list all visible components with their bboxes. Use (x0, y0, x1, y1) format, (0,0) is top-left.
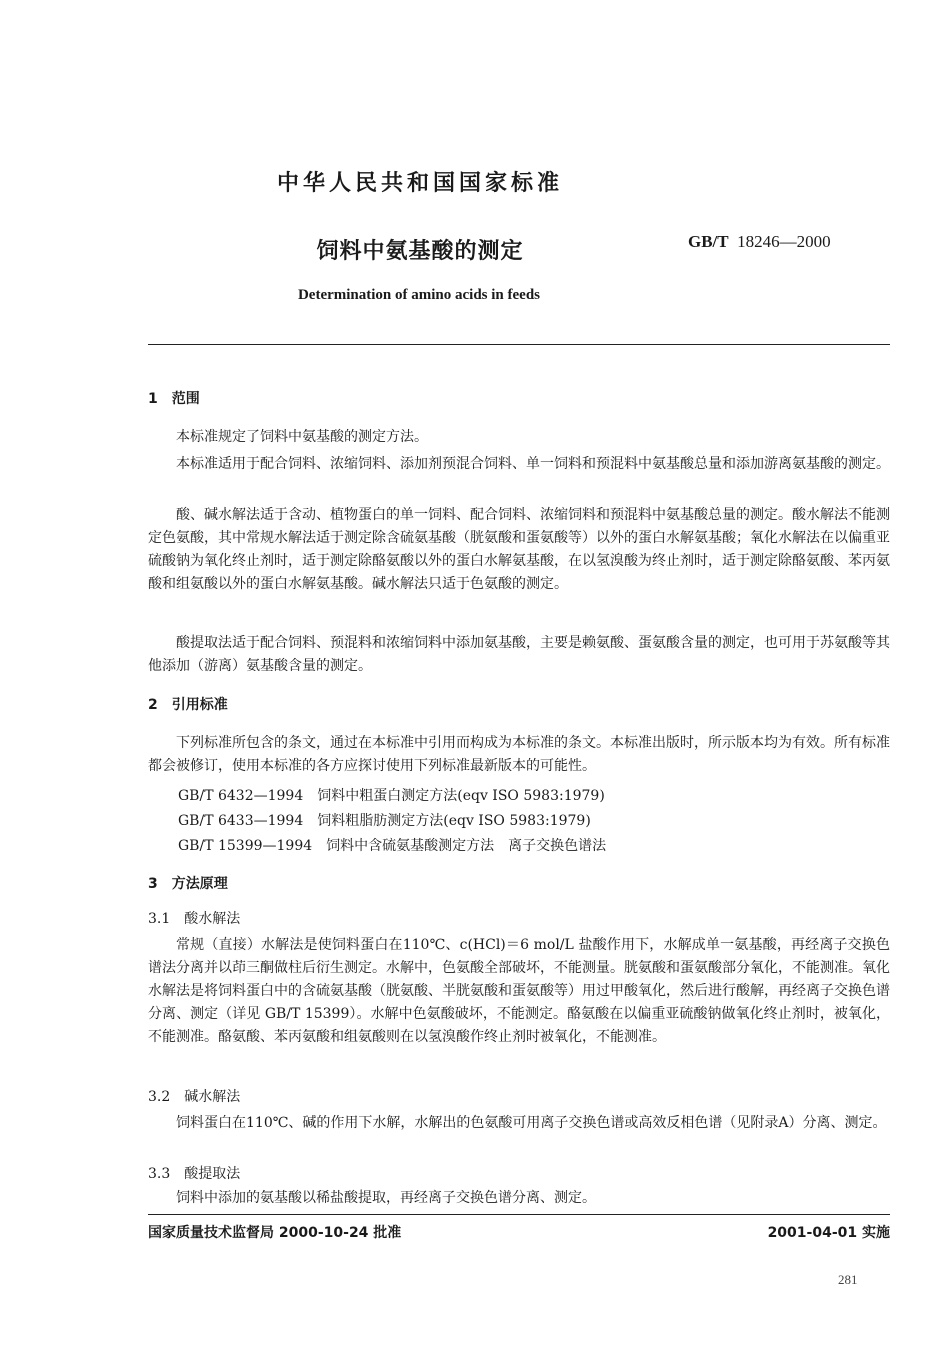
page-number: 281 (838, 1272, 858, 1287)
reference-item: GB/T 6432—1994 饲料中粗蛋白测定方法(eqv ISO 5983:1979) (178, 788, 605, 804)
section-1-paragraph: 酸、碱水解法适于含动、植物蛋白的单一饲料、配合饲料、浓缩饲料和预混料中氨基酸总量的测定。酸水解法不能测定色氨酸，其中常规水解法适于测定除含硫氨基酸（胱氨酸和蛋氨酸等）以外的蛋白水解氨基酸；氧化水解法在以偏重亚硫酸钠为氧化终止剂时，适于测定除酪氨酸以外的蛋白水解氨基酸，在以氢溴酸为终止剂时，适于测定除酪氨酸、苯丙氨酸和组氨酸以外的蛋白水解氨基酸。碱水解法只适于色氨酸的测定。 (148, 507, 890, 592)
section-1-paragraph: 酸提取法适于配合饲料、预混料和浓缩饲料中添加氨基酸，主要是赖氨酸、蛋氨酸含量的测定，也可用于苏氨酸等其他添加（游离）氨基酸含量的测定。 (148, 635, 890, 674)
subsection-3-1-paragraph: 常规（直接）水解法是使饲料蛋白在110℃、c(HCl)＝6 mol/L 盐酸作用下，水解成单一氨基酸，再经离子交换色谱法分离并以茚三酮做柱后衍生测定。水解中，色氨酸全部破坏，不能测量。胱氨酸和蛋氨酸部分氧化，不能测准。氧化水解法是将饲料蛋白中的含硫氨基酸（胱氨酸、半胱氨酸和蛋氨酸等）用过甲酸氧化，然后进行酸解，再经离子交换色谱分离、测定（详见 GB/T 15399）。水解中色氨酸破坏，不能测定。酪氨酸在以偏重亚硫酸钠做氧化终止剂时，被氧化，不能测准。酪氨酸、苯丙氨酸和组氨酸则在以氢溴酸作终止剂时被氧化，不能测准。 (148, 937, 890, 1045)
standard-code-number: 18246—2000 (737, 232, 831, 251)
subsection-3-1-heading: 3.1 酸水解法 (148, 911, 241, 927)
approval-date: 国家质量技术监督局 2000-10-24 批准 (148, 1225, 402, 1241)
section-2-paragraph: 下列标准所包含的条文，通过在本标准中引用而构成为本标准的条文。本标准出版时，所示版本均为有效。所有标准都会被修订，使用本标准的各方应探讨使用下列标准最新版本的可能性。 (148, 735, 890, 774)
subsection-3-2-heading: 3.2 碱水解法 (148, 1089, 241, 1105)
subsection-3-2-paragraph: 饲料蛋白在110℃、碱的作用下水解，水解出的色氨酸可用离子交换色谱或高效反相色谱（见附录A）分离、测定。 (176, 1115, 887, 1131)
document-title-zh: 饲料中氨基酸的测定 (316, 239, 524, 264)
section-1-heading: 1 范围 (148, 391, 200, 407)
document-title-en: Determination of amino acids in feeds (297, 287, 541, 303)
implementation-date: 2001-04-01 实施 (767, 1225, 890, 1241)
standard-code-prefix: GB/T (688, 232, 729, 251)
reference-item: GB/T 15399—1994 饲料中含硫氨基酸测定方法 离子交换色谱法 (178, 838, 607, 854)
section-1-paragraph: 本标准规定了饲料中氨基酸的测定方法。 (176, 429, 428, 445)
reference-item: GB/T 6433—1994 饲料粗脂肪测定方法(eqv ISO 5983:1979) (178, 813, 591, 829)
national-standard-title: 中华人民共和国国家标准 (276, 171, 563, 196)
section-1-paragraph: 本标准适用于配合饲料、浓缩饲料、添加剂预混合饲料、单一饲料和预混料中氨基酸总量和添加游离氨基酸的测定。 (176, 456, 890, 472)
subsection-3-3-paragraph: 饲料中添加的氨基酸以稀盐酸提取，再经离子交换色谱分离、测定。 (176, 1190, 596, 1206)
title-divider (148, 344, 890, 345)
footer-divider (148, 1214, 890, 1215)
section-2-heading: 2 引用标准 (148, 697, 228, 713)
section-3-heading: 3 方法原理 (148, 876, 228, 892)
subsection-3-3-heading: 3.3 酸提取法 (148, 1166, 241, 1182)
